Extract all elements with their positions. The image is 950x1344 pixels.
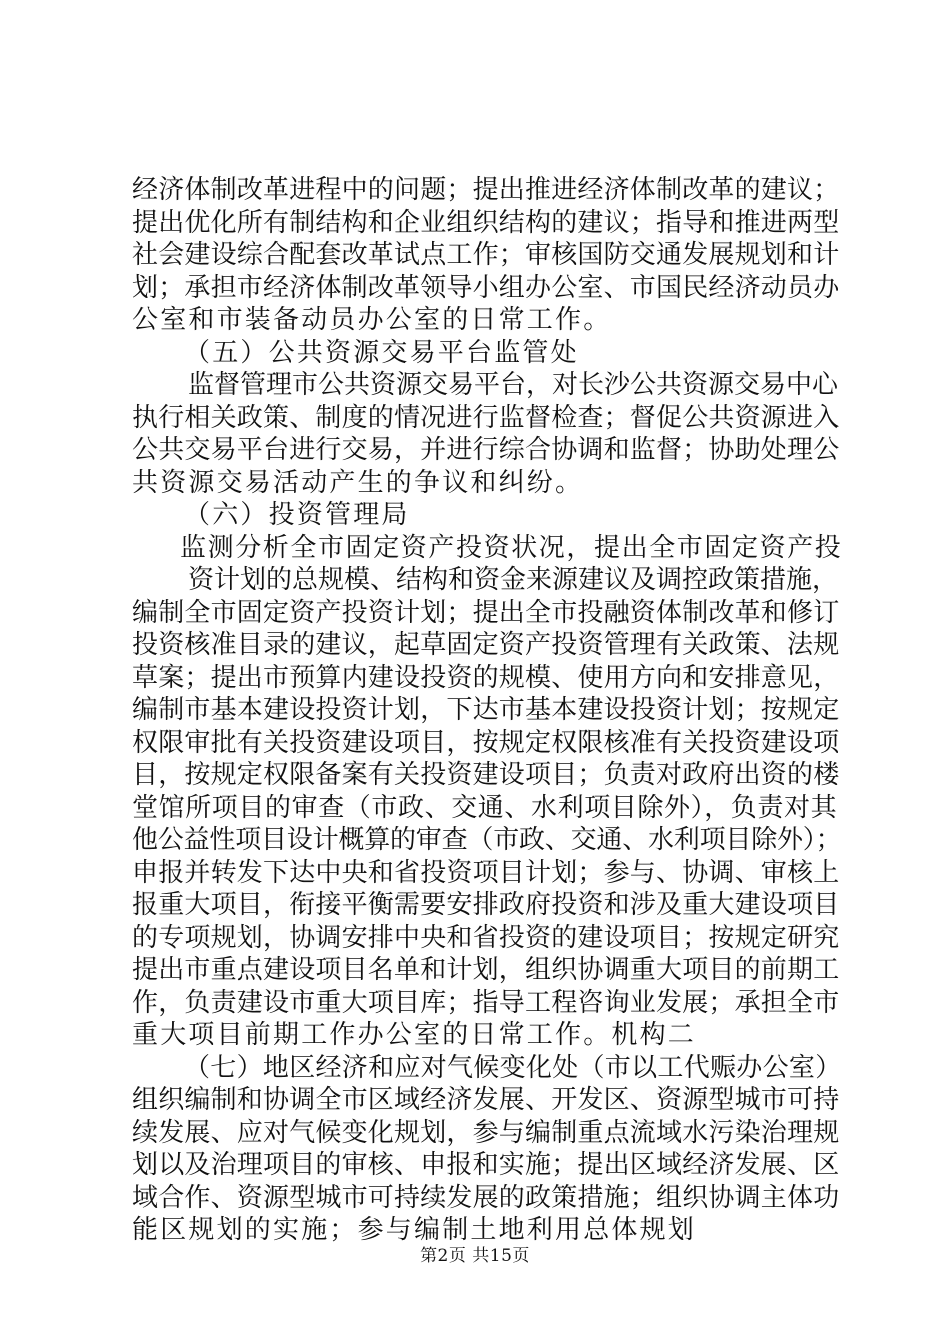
text-line: 续发展、应对气候变化规划，参与编制重点流域水污染治理规 bbox=[132, 1118, 840, 1148]
text-line: 经济体制改革进程中的问题；提出推进经济体制改革的建议； bbox=[132, 175, 840, 205]
text-line: 的专项规划，协调安排中央和省投资的建设项目；按规定研究 bbox=[132, 923, 840, 953]
text-line: 监督管理市公共资源交易平台，对长沙公共资源交易中心 bbox=[188, 370, 839, 400]
text-line: 社会建设综合配套改革试点工作；审核国防交通发展规划和计 bbox=[132, 240, 840, 270]
text-line: 共资源交易活动产生的争议和纠纷。 bbox=[132, 468, 584, 498]
text-line: 监测分析全市固定资产投资状况，提出全市固定资产投 bbox=[180, 533, 843, 563]
text-line: 划以及治理项目的审核、申报和实施；提出区域经济发展、区 bbox=[132, 1150, 840, 1180]
section-heading: （七）地区经济和应对气候变化处（市以工代赈办公室） bbox=[184, 1053, 842, 1083]
section-heading: （六）投资管理局 bbox=[184, 500, 410, 530]
text-line: 资计划的总规模、结构和资金来源建议及调控政策措施， bbox=[188, 565, 839, 595]
text-line: 能区规划的实施；参与编制土地利用总体规划 bbox=[132, 1215, 697, 1245]
section-heading: （五）公共资源交易平台监管处 bbox=[184, 338, 579, 368]
text-line: 堂馆所项目的审查（市政、交通、水利项目除外），负责对其 bbox=[132, 793, 838, 823]
text-line: 提出市重点建设项目名单和计划，组织协调重大项目的前期工 bbox=[132, 955, 840, 985]
text-line: 公室和市装备动员办公室的日常工作。 bbox=[132, 305, 612, 335]
text-line: 作，负责建设市重大项目库；指导工程咨询业发展；承担全市 bbox=[132, 988, 840, 1018]
text-line: 划；承担市经济体制改革领导小组办公室、市国民经济动员办 bbox=[132, 273, 840, 303]
text-line: 编制全市固定资产投资计划；提出全市投融资体制改革和修订 bbox=[132, 598, 840, 628]
text-line: 申报并转发下达中央和省投资项目计划；参与、协调、审核上 bbox=[132, 858, 840, 888]
text-line: 域合作、资源型城市可持续发展的政策措施；组织协调主体功 bbox=[132, 1183, 840, 1213]
text-line: 公共交易平台进行交易，并进行综合协调和监督；协助处理公 bbox=[132, 435, 840, 465]
text-line: 草案；提出市预算内建设投资的规模、使用方向和安排意见， bbox=[132, 663, 840, 693]
text-line: 提出优化所有制结构和企业组织结构的建议；指导和推进两型 bbox=[132, 208, 840, 238]
text-line: 执行相关政策、制度的情况进行监督检查；督促公共资源进入 bbox=[132, 403, 840, 433]
text-line: 他公益性项目设计概算的审查（市政、交通、水利项目除外）； bbox=[132, 825, 842, 855]
text-line: 编制市基本建设投资计划，下达市基本建设投资计划；按规定 bbox=[132, 695, 840, 725]
text-line: 投资核准目录的建议，起草固定资产投资管理有关政策、法规 bbox=[132, 630, 840, 660]
text-line: 权限审批有关投资建设项目，按规定权限核准有关投资建设项 bbox=[132, 728, 840, 758]
text-line: 重大项目前期工作办公室的日常工作。机构二 bbox=[132, 1020, 697, 1050]
text-line: 组织编制和协调全市区域经济发展、开发区、资源型城市可持 bbox=[132, 1085, 840, 1115]
text-line: 目，按规定权限备案有关投资建设项目；负责对政府出资的楼 bbox=[132, 760, 840, 790]
text-line: 报重大项目，衔接平衡需要安排政府投资和涉及重大建设项目 bbox=[132, 890, 840, 920]
page-number-footer: 第2页 共15页 bbox=[420, 1246, 530, 1266]
